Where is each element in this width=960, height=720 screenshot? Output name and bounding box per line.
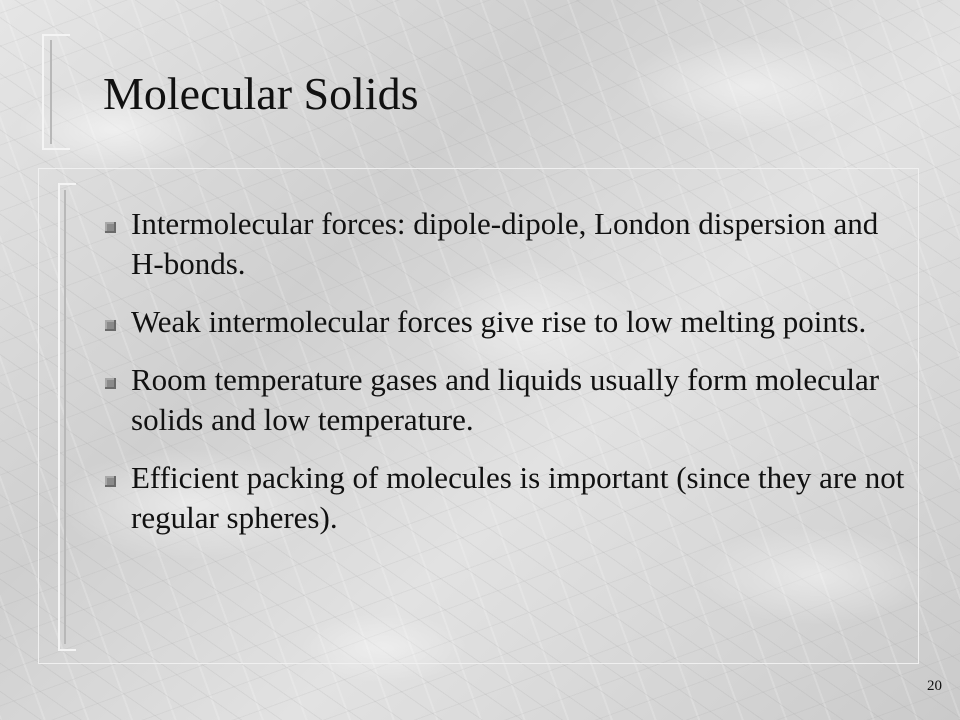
square-bullet-icon [105,378,116,389]
bullet-text: Intermolecular forces: dipole-dipole, London dispersion and H-bonds. [131,206,879,281]
bullet-item [105,458,905,538]
title-frame-bracket [42,34,70,150]
square-bullet-icon [105,320,116,331]
page-number: 20 [927,678,942,694]
bullet-text: Room temperature gases and liquids usually form molecular solids and low temperature. [131,362,880,437]
bullet-text: Weak intermolecular forces give rise to low melting points. [131,304,867,339]
bullet-list [105,204,905,556]
content-frame-bracket-shadow [64,190,70,644]
square-bullet-icon [105,476,116,487]
bullet-item [105,302,905,342]
square-bullet-icon [105,222,116,233]
slide-title: Molecular Solids [103,68,419,119]
bullet-item [105,360,905,440]
bullet-item [105,204,905,284]
title-frame-bracket-shadow [50,40,56,144]
bullet-text: Efficient packing of molecules is important (since they are not regular spheres). [131,460,905,535]
